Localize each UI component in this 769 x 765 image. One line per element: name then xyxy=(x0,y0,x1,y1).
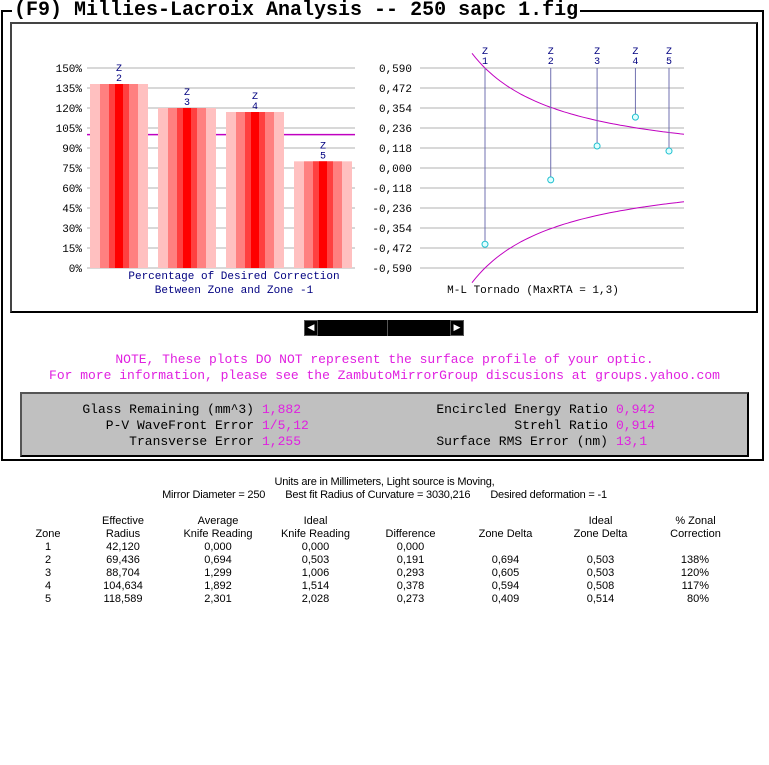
zonal-correction-bar-chart xyxy=(56,64,355,297)
column-header: Zone Delta xyxy=(573,528,628,540)
y-tick-label: 0,236 xyxy=(378,124,412,136)
zone-label-num: 1 xyxy=(481,57,489,68)
mirror-diameter: Mirror Diameter = 250 xyxy=(162,489,266,501)
stat-label: Encircled Energy Ratio xyxy=(436,402,608,417)
zone-label-z: Z xyxy=(481,47,489,58)
table-cell: 4 xyxy=(44,580,52,592)
table-cell: 0,605 xyxy=(491,567,520,579)
stat-value: 1/5,12 xyxy=(262,418,309,433)
zone-label-z: Z xyxy=(632,47,639,58)
table-cell: 0,191 xyxy=(396,554,425,566)
stat-encircled-energy xyxy=(22,402,655,418)
column-header: Ideal xyxy=(588,515,613,527)
table-cell: 1,006 xyxy=(301,567,330,579)
y-tick-label: -0,590 xyxy=(372,264,412,276)
column-header: Zone xyxy=(35,528,61,540)
y-tick-label: -0,118 xyxy=(372,184,412,196)
zone-table xyxy=(18,515,743,606)
scroll-left-button[interactable] xyxy=(304,320,318,336)
column-header: Difference xyxy=(385,528,436,540)
y-tick-label: 75% xyxy=(62,164,82,176)
y-tick-label: 30% xyxy=(62,224,82,236)
zone-label-num: 3 xyxy=(594,57,601,68)
table-cell: 0,503 xyxy=(301,554,330,566)
zone-point xyxy=(548,177,554,183)
y-tick-label: -0,354 xyxy=(372,224,412,236)
tornado-chart-title: M-L Tornado (MaxRTA = 1,3) xyxy=(447,285,619,297)
tornado-upper-envelope xyxy=(472,53,684,134)
table-cell xyxy=(458,541,553,554)
table-cell xyxy=(648,541,743,554)
table-header-row xyxy=(18,528,743,541)
bar-zone-label-num: 4 xyxy=(251,102,259,113)
bar xyxy=(90,84,148,268)
bar-layer-core xyxy=(183,108,191,268)
table-cell: 0,409 xyxy=(491,593,520,605)
bar-layer-core xyxy=(115,84,123,268)
bar xyxy=(294,161,352,268)
y-tick-label: 105% xyxy=(55,124,82,136)
y-tick-label: 15% xyxy=(62,244,82,256)
table-cell: 1,514 xyxy=(301,580,330,592)
table-cell xyxy=(553,541,648,554)
table-cell: 3 xyxy=(44,567,52,579)
column-header: Knife Reading xyxy=(183,528,253,540)
table-cell: 0,000 xyxy=(204,541,232,553)
table-cell: 0,594 xyxy=(491,580,520,592)
table-cell: 1,892 xyxy=(204,580,232,592)
ml-tornado-chart xyxy=(372,47,684,297)
column-header: Zone Delta xyxy=(478,528,533,540)
table-cell: 2 xyxy=(44,554,52,566)
charts-canvas xyxy=(0,0,769,312)
stat-value: 1,882 xyxy=(262,402,302,417)
table-cell: 0,503 xyxy=(586,554,615,566)
column-header: Correction xyxy=(670,528,721,540)
stat-label: Glass Remaining (mm^3) xyxy=(82,402,254,417)
bar-zone-label-num: 3 xyxy=(183,98,191,109)
column-header: Average xyxy=(197,515,239,527)
bar-zone-label-num: 2 xyxy=(115,74,123,85)
zone-point xyxy=(632,114,638,120)
table-cell: 104,634 xyxy=(103,580,143,592)
table-cell: 69,436 xyxy=(106,554,140,566)
zone-point xyxy=(482,241,488,247)
table-cell: 1,299 xyxy=(204,567,232,579)
stats-panel xyxy=(20,392,749,457)
stat-rms-error xyxy=(22,434,647,450)
column-header: % Zonal xyxy=(675,515,716,527)
column-header: Ideal xyxy=(303,515,328,527)
bar-chart-title-line-1: Percentage of Desired Correction xyxy=(128,271,340,283)
table-cell: 118,589 xyxy=(103,593,143,605)
table-cell: 0,694 xyxy=(204,554,232,566)
table-cell: 5 xyxy=(44,593,52,605)
table-row xyxy=(18,554,743,567)
table-cell: 0,503 xyxy=(586,567,615,579)
bar xyxy=(226,112,284,268)
table-header-row xyxy=(18,515,743,528)
y-tick-label: 0,472 xyxy=(378,84,412,96)
y-tick-label: 120% xyxy=(55,104,82,116)
bar xyxy=(158,108,216,268)
y-tick-label: -0,472 xyxy=(372,244,412,256)
horizontal-scrollbar[interactable] xyxy=(304,320,464,336)
stat-value: 0,914 xyxy=(616,418,656,433)
table-cell: 2,028 xyxy=(301,593,330,605)
column-header xyxy=(458,515,553,528)
table-cell: 1 xyxy=(44,541,52,553)
table-row xyxy=(18,580,743,593)
zone-label-num: 5 xyxy=(665,57,673,68)
stat-value: 0,942 xyxy=(616,402,656,417)
table-cell: 0,000 xyxy=(301,541,330,553)
column-header: Effective xyxy=(102,515,144,527)
table-cell: 2,301 xyxy=(204,593,232,605)
y-tick-label: 60% xyxy=(62,184,82,196)
stat-label: Surface RMS Error (nm) xyxy=(436,434,608,449)
table-cell: 0,293 xyxy=(396,567,425,579)
table-cell: 0,378 xyxy=(396,580,425,592)
bar-zone-label-num: 5 xyxy=(319,151,327,163)
zone-label-num: 2 xyxy=(547,57,554,68)
stat-label: P-V WaveFront Error xyxy=(105,418,254,433)
stat-strehl xyxy=(22,418,655,434)
table-cell: 42,120 xyxy=(106,541,140,553)
table-row xyxy=(18,567,743,580)
mirror-info xyxy=(0,489,769,502)
zone-point xyxy=(594,143,600,149)
tornado-lower-envelope xyxy=(472,202,684,283)
y-tick-label: 0,118 xyxy=(378,144,412,156)
table-cell: 117% xyxy=(681,580,709,592)
scroll-right-button[interactable] xyxy=(450,320,464,336)
stat-value: 13,1 xyxy=(616,434,648,449)
y-tick-label: 0,590 xyxy=(378,64,412,76)
bar-zone-label-z: Z xyxy=(183,88,191,99)
zone-label-z: Z xyxy=(665,47,673,58)
column-header xyxy=(18,515,78,528)
y-tick-label: 0,354 xyxy=(378,104,412,116)
bar-zone-label-z: Z xyxy=(319,141,327,153)
stat-value: 1,255 xyxy=(262,434,302,449)
zone-label-num: 4 xyxy=(632,57,639,68)
zone-label-z: Z xyxy=(594,47,601,58)
zone-label-z: Z xyxy=(547,47,554,58)
y-tick-label: 150% xyxy=(55,64,82,76)
stat-label: Transverse Error xyxy=(129,434,254,449)
bar-layer-core xyxy=(319,161,327,268)
table-cell: 80% xyxy=(686,593,709,605)
y-tick-label: -0,236 xyxy=(372,204,412,216)
units-info: Units are in Millimeters, Light source is Moving, xyxy=(274,476,495,488)
table-cell: 88,704 xyxy=(106,567,140,579)
column-header: Knife Reading xyxy=(280,528,351,540)
table-row xyxy=(18,541,743,554)
scroll-thumb[interactable] xyxy=(320,320,388,336)
window-title: (F9) Millies-Lacroix Analysis -- 250 sapc 1.fig xyxy=(14,0,579,22)
desired-deformation: Desired deformation = -1 xyxy=(490,489,607,501)
bar-zone-label-z: Z xyxy=(115,64,123,75)
y-tick-label: 90% xyxy=(62,144,82,156)
bar-layer-core xyxy=(251,112,259,268)
arrow-left-icon: ◀ xyxy=(307,323,315,333)
column-header: Radius xyxy=(105,528,141,540)
column-header xyxy=(363,515,458,528)
best-fit-roc: Best fit Radius of Curvature = 3030,216 xyxy=(285,489,471,501)
y-tick-label: 45% xyxy=(62,204,82,216)
table-cell: 0,508 xyxy=(586,580,615,592)
note-line-2: For more information, please see the ZambutoMirrorGroup discusions at groups.yahoo.com xyxy=(49,368,720,383)
arrow-right-icon: ▶ xyxy=(453,323,461,333)
zone-point xyxy=(666,148,672,154)
table-cell: 0,000 xyxy=(396,541,425,553)
y-tick-label: 0% xyxy=(68,264,82,276)
stat-label: Strehl Ratio xyxy=(514,418,608,433)
bar-zone-label-z: Z xyxy=(251,92,259,103)
y-tick-label: 135% xyxy=(55,84,82,96)
table-cell: 0,273 xyxy=(396,593,425,605)
table-row xyxy=(18,593,743,606)
table-cell: 0,694 xyxy=(491,554,520,566)
y-tick-label: 0,000 xyxy=(378,164,412,176)
table-cell: 0,514 xyxy=(586,593,615,605)
note-line-1: NOTE, These plots DO NOT represent the surface profile of your optic. xyxy=(115,352,654,367)
table-cell: 138% xyxy=(680,554,709,566)
bar-chart-title-line-2: Between Zone and Zone -1 xyxy=(154,285,314,297)
table-cell: 120% xyxy=(680,567,709,579)
